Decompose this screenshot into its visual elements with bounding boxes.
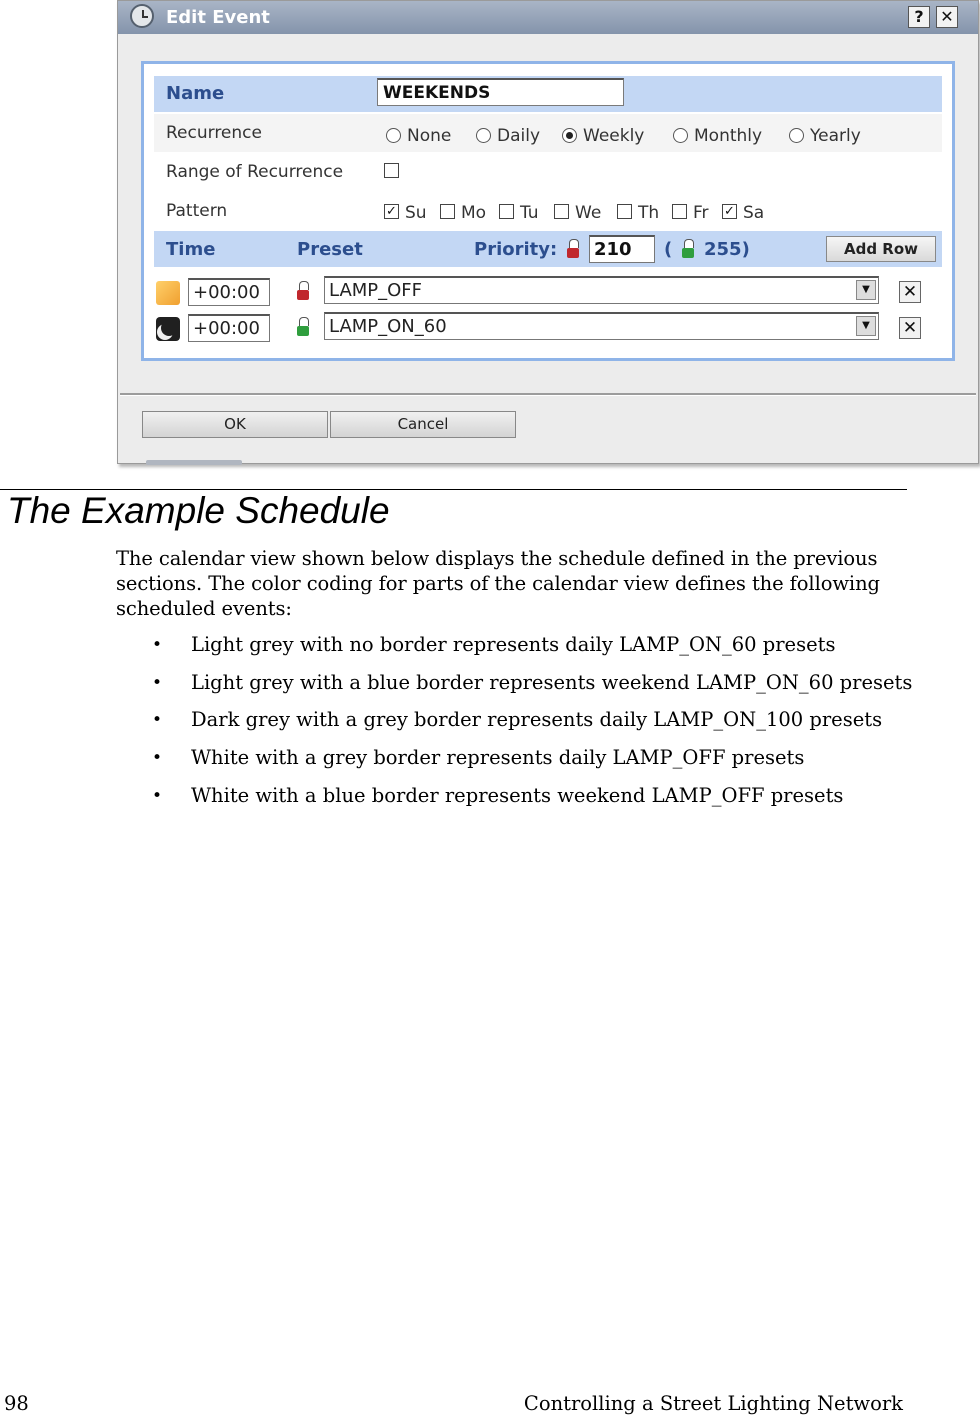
sunrise-icon bbox=[156, 281, 180, 305]
section-heading: The Example Schedule bbox=[7, 490, 390, 531]
radio-daily-label: Daily bbox=[497, 126, 541, 146]
running-title: Controlling a Street Lighting Network bbox=[523, 1392, 903, 1415]
pattern-day-sa-label: Sa bbox=[743, 203, 765, 223]
row-1-preset-value: LAMP_OFF bbox=[329, 280, 423, 301]
chevron-down-icon[interactable]: ▼ bbox=[856, 280, 876, 300]
pattern-day-fr-label: Fr bbox=[693, 203, 709, 223]
section-paragraph: The calendar view shown below displays the schedule defined in the previous sections. The color coding for parts of the calendar view defines the following scheduled events: bbox=[116, 547, 880, 620]
radio-yearly-label: Yearly bbox=[810, 126, 861, 146]
event-form-panel bbox=[141, 61, 955, 361]
pattern-day-su[interactable] bbox=[384, 203, 427, 223]
row-1-delete-icon[interactable]: ✕ bbox=[899, 281, 921, 303]
pattern-day-tu[interactable] bbox=[499, 203, 539, 223]
priority-max: 255) bbox=[704, 239, 750, 260]
list-item: • Light grey with no border represents daily LAMP_ON_60 presets bbox=[150, 632, 912, 670]
pattern-day-th-label: Th bbox=[638, 203, 660, 223]
add-row-button[interactable]: Add Row bbox=[826, 236, 936, 262]
cancel-button[interactable]: Cancel bbox=[330, 411, 516, 438]
dialog-titlebar bbox=[118, 1, 978, 34]
radio-none[interactable] bbox=[386, 126, 451, 146]
preset-header: Preset bbox=[297, 239, 363, 260]
radio-none-label: None bbox=[407, 126, 452, 146]
radio-weekly[interactable] bbox=[562, 126, 644, 146]
schedule-header bbox=[154, 231, 942, 267]
radio-daily-dot bbox=[476, 128, 491, 143]
pattern-day-sa[interactable] bbox=[722, 203, 764, 223]
row-2-green-bulb-icon bbox=[296, 317, 310, 337]
time-header: Time bbox=[166, 239, 216, 260]
radio-monthly[interactable] bbox=[673, 126, 762, 146]
radio-weekly-label: Weekly bbox=[583, 126, 645, 146]
row-2-time-input[interactable]: +00:00 bbox=[188, 314, 270, 342]
edit-event-dialog bbox=[117, 0, 979, 464]
dialog-title: Edit Event bbox=[166, 7, 270, 28]
row-1-red-bulb-icon bbox=[296, 281, 310, 301]
color-legend-list bbox=[150, 632, 912, 820]
row-1-time-input[interactable]: +00:00 bbox=[188, 278, 270, 306]
pattern-day-we-label: We bbox=[575, 203, 602, 223]
pattern-day-we[interactable] bbox=[554, 203, 601, 223]
row-2-preset-select[interactable] bbox=[324, 312, 879, 340]
ok-button[interactable]: OK bbox=[142, 411, 328, 438]
radio-yearly[interactable] bbox=[789, 126, 861, 146]
radio-daily[interactable] bbox=[476, 126, 540, 146]
pattern-day-mo-label: Mo bbox=[461, 203, 487, 223]
close-button[interactable]: ✕ bbox=[936, 6, 958, 28]
row-2-delete-icon[interactable]: ✕ bbox=[899, 317, 921, 339]
page-number: 98 bbox=[4, 1392, 29, 1415]
recurrence-label: Recurrence bbox=[166, 123, 262, 143]
radio-none-dot bbox=[386, 128, 401, 143]
red-bulb-icon bbox=[566, 239, 580, 259]
range-label: Range of Recurrence bbox=[166, 162, 344, 182]
pattern-day-tu-label: Tu bbox=[520, 203, 539, 223]
pattern-day-th-checkbox[interactable] bbox=[617, 204, 632, 219]
help-button[interactable]: ? bbox=[908, 6, 930, 28]
row-2-preset-value: LAMP_ON_60 bbox=[329, 316, 447, 337]
radio-weekly-dot bbox=[562, 128, 577, 143]
name-label: Name bbox=[166, 83, 225, 104]
priority-input[interactable]: 210 bbox=[589, 235, 655, 263]
pattern-row bbox=[154, 192, 942, 230]
moon-icon bbox=[156, 317, 180, 341]
pattern-day-su-checkbox[interactable]: ✓ bbox=[384, 204, 399, 219]
recurrence-row bbox=[154, 114, 942, 152]
dialog-divider bbox=[120, 393, 976, 396]
clock-icon bbox=[130, 4, 154, 28]
priority-open-paren: ( bbox=[664, 239, 673, 260]
pattern-day-mo-checkbox[interactable] bbox=[440, 204, 455, 219]
range-row bbox=[154, 153, 942, 191]
pattern-day-tu-checkbox[interactable] bbox=[499, 204, 514, 219]
name-input[interactable]: WEEKENDS bbox=[377, 78, 624, 106]
pattern-day-fr[interactable] bbox=[672, 203, 709, 223]
pattern-label: Pattern bbox=[166, 201, 228, 221]
priority-label: Priority: bbox=[474, 239, 558, 260]
list-item: • Dark grey with a grey border represents daily LAMP_ON_100 presets bbox=[150, 707, 912, 745]
radio-yearly-dot bbox=[789, 128, 804, 143]
pattern-day-th[interactable] bbox=[617, 203, 659, 223]
list-item: • White with a grey border represents daily LAMP_OFF presets bbox=[150, 745, 912, 783]
chevron-down-icon[interactable]: ▼ bbox=[856, 316, 876, 336]
radio-monthly-label: Monthly bbox=[694, 126, 763, 146]
pattern-day-su-label: Su bbox=[405, 203, 427, 223]
green-bulb-icon bbox=[681, 239, 695, 259]
row-1-preset-select[interactable] bbox=[324, 276, 879, 304]
list-item: • White with a blue border represents weekend LAMP_OFF presets bbox=[150, 783, 912, 821]
list-item: • Light grey with a blue border represents weekend LAMP_ON_60 presets bbox=[150, 670, 912, 708]
tab-remnant bbox=[146, 460, 242, 465]
pattern-day-we-checkbox[interactable] bbox=[554, 204, 569, 219]
pattern-day-mo[interactable] bbox=[440, 203, 486, 223]
pattern-day-sa-checkbox[interactable]: ✓ bbox=[722, 204, 737, 219]
pattern-day-fr-checkbox[interactable] bbox=[672, 204, 687, 219]
range-checkbox[interactable] bbox=[384, 163, 399, 178]
radio-monthly-dot bbox=[673, 128, 688, 143]
